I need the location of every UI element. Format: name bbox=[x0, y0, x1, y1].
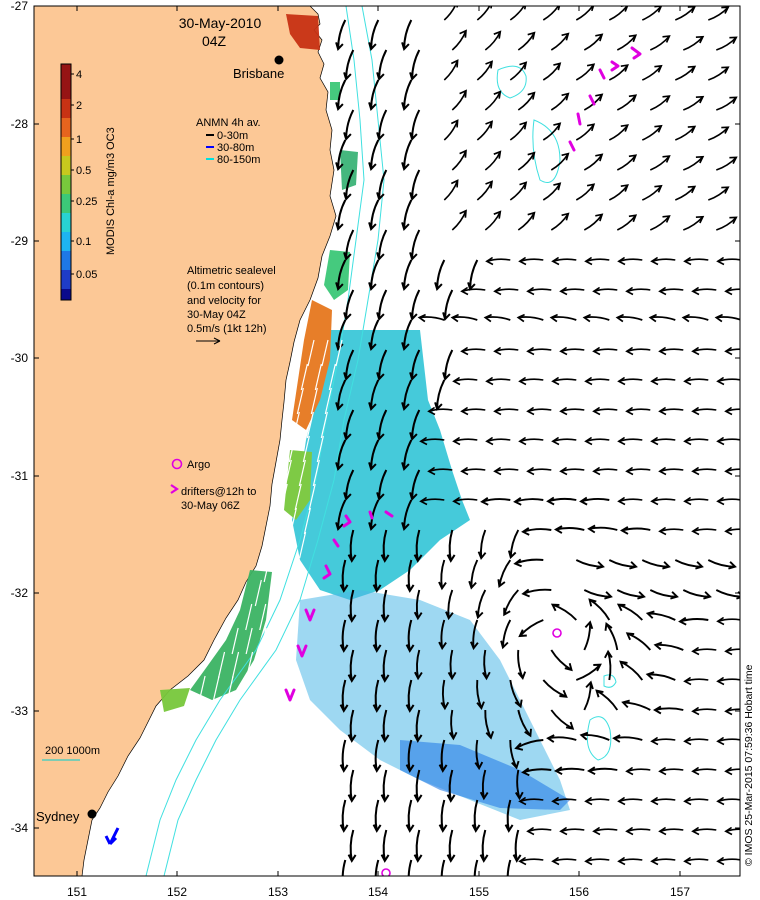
colorbar-tick-label: 0.5 bbox=[76, 165, 92, 177]
altimetry-legend-line: Altimetric sealevel bbox=[187, 265, 276, 277]
colorbar-band bbox=[61, 136, 71, 156]
lon-tick-label: 156 bbox=[568, 885, 590, 899]
drifter-legend-line: 30-May 06Z bbox=[181, 500, 240, 512]
colorbar-band bbox=[61, 250, 71, 270]
velocity-arrow bbox=[749, 98, 760, 110]
drifter-legend-line: drifters@12h to bbox=[181, 486, 257, 498]
map-time: 04Z bbox=[201, 33, 227, 49]
lon-tick-label: 157 bbox=[669, 885, 691, 899]
velocity-arrow bbox=[749, 218, 760, 230]
colorbar-tick-label: 0.1 bbox=[76, 236, 92, 248]
anmn-legend-item: 80-150m bbox=[217, 154, 261, 166]
colorbar-band bbox=[61, 174, 71, 194]
velocity-arrow bbox=[741, 68, 760, 80]
sydney-marker bbox=[88, 810, 97, 819]
brisbane-marker bbox=[275, 56, 284, 65]
colorbar-tick-label: 0.05 bbox=[76, 269, 98, 281]
colorbar-band bbox=[61, 231, 71, 251]
sydney-label: Sydney bbox=[36, 809, 80, 824]
colorbar-tick-label: 2 bbox=[76, 100, 83, 112]
colorbar-title: MODIS Chl-a mg/m3 OC3 bbox=[105, 127, 117, 255]
lon-tick-label: 153 bbox=[267, 885, 289, 899]
velocity-arrow bbox=[749, 590, 760, 599]
lat-tick-label: -32 bbox=[10, 586, 28, 600]
colorbar-tick-label: 0.25 bbox=[76, 196, 98, 208]
lon-tick-label: 154 bbox=[367, 885, 389, 899]
velocity-arrow bbox=[749, 158, 760, 170]
bathy-legend-label: 200 1000m bbox=[45, 745, 101, 757]
colorbar-band bbox=[61, 288, 71, 300]
lat-tick-label: -33 bbox=[10, 704, 28, 718]
altimetry-legend-line: 0.5m/s (1kt 12h) bbox=[187, 323, 267, 335]
colorbar-tick-label: 4 bbox=[76, 69, 83, 81]
velocity-arrow bbox=[741, 188, 760, 200]
lon-tick-label: 151 bbox=[66, 885, 88, 899]
colorbar-band bbox=[61, 212, 71, 232]
lat-tick-label: -34 bbox=[10, 821, 28, 835]
colorbar-band bbox=[61, 117, 71, 137]
lon-tick-label: 152 bbox=[166, 885, 188, 899]
lat-tick-label: -29 bbox=[10, 234, 28, 248]
velocity-arrow bbox=[749, 38, 760, 50]
anmn-legend-item: 30-80m bbox=[217, 142, 255, 154]
altimetry-legend-line: 30-May 04Z bbox=[187, 309, 246, 321]
anmn-legend-item: 0-30m bbox=[217, 130, 249, 142]
lat-tick-label: -27 bbox=[10, 0, 28, 13]
lat-tick-label: -31 bbox=[10, 469, 28, 483]
argo-legend-label: Argo bbox=[187, 459, 211, 471]
anmn-legend-title: ANMN 4h av. bbox=[196, 117, 261, 129]
copyright-note: © IMOS 25-Mar-2015 07:59:36 Hobart time bbox=[743, 664, 755, 866]
colorbar-band bbox=[61, 98, 71, 118]
velocity-arrow bbox=[741, 8, 760, 20]
altimetry-legend-line: and velocity for bbox=[187, 295, 261, 307]
altimetry-legend-line: (0.1m contours) bbox=[187, 280, 265, 292]
map-date: 30-May-2010 bbox=[178, 15, 262, 31]
colorbar-band bbox=[61, 193, 71, 213]
colorbar-band bbox=[61, 269, 71, 289]
colorbar-band bbox=[61, 64, 71, 99]
lon-tick-label: 155 bbox=[468, 885, 490, 899]
velocity-arrow bbox=[741, 560, 760, 569]
colorbar-tick-label: 1 bbox=[76, 134, 83, 146]
brisbane-label: Brisbane bbox=[233, 66, 285, 81]
colorbar-band bbox=[61, 155, 71, 175]
velocity-arrow bbox=[741, 128, 760, 140]
lat-tick-label: -28 bbox=[10, 117, 28, 131]
lat-tick-label: -30 bbox=[10, 351, 28, 365]
